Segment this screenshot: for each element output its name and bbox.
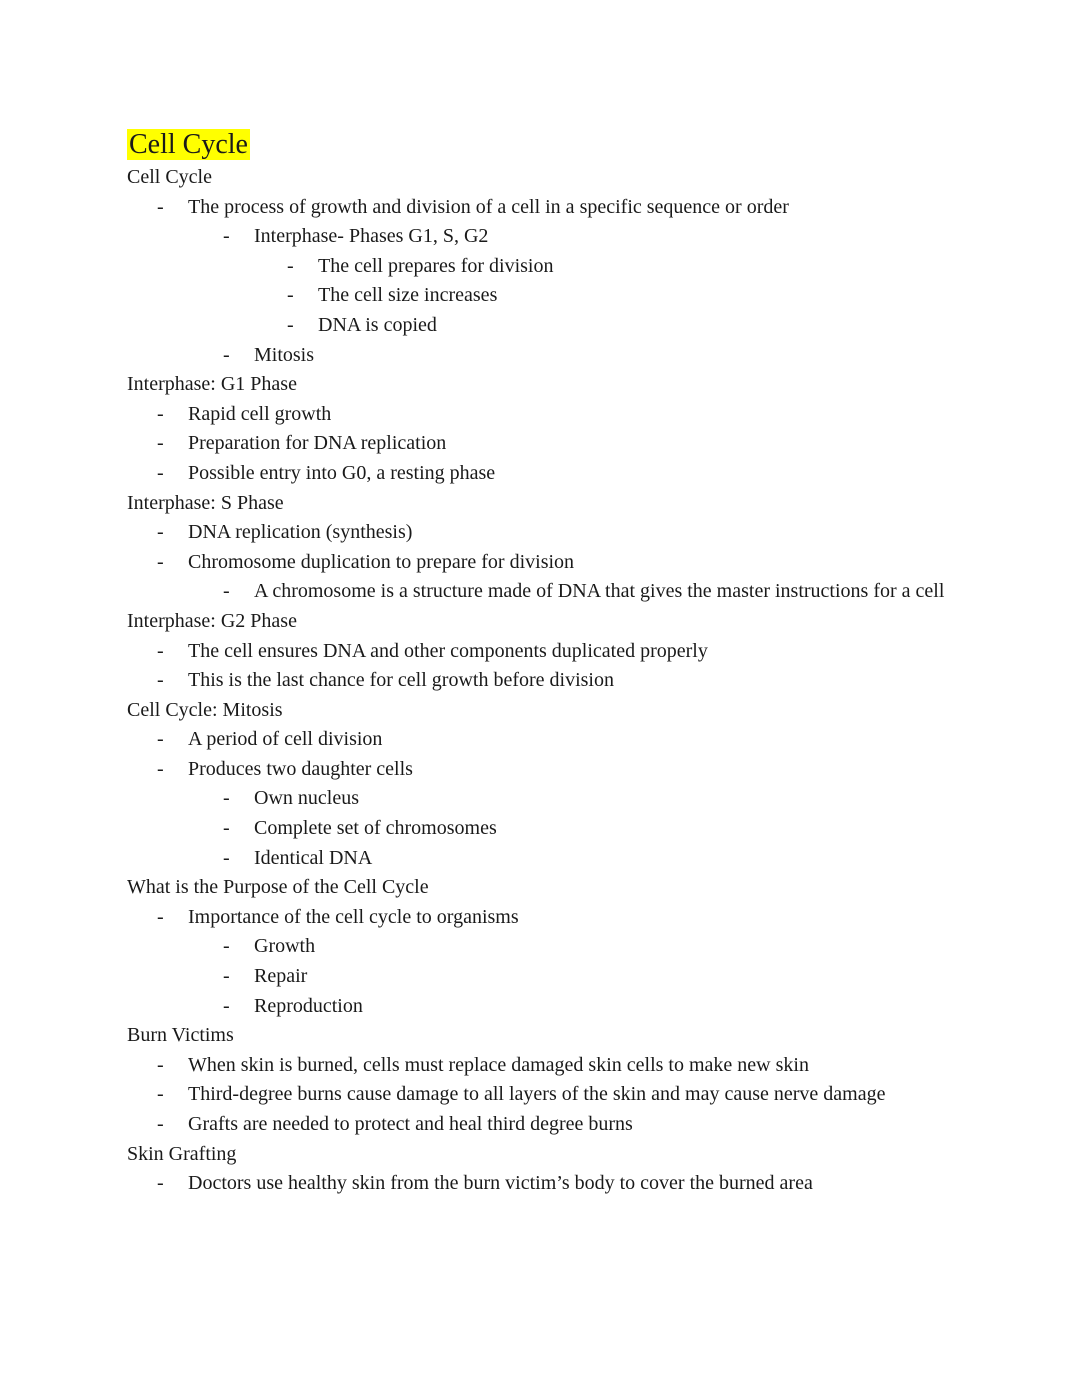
section-heading: Interphase: G2 Phase bbox=[127, 609, 297, 632]
bullet-item-li1 bbox=[127, 193, 953, 223]
bullet-item-text: Importance of the cell cycle to organisms bbox=[188, 905, 519, 928]
section-heading: Interphase: G1 Phase bbox=[127, 373, 297, 396]
bullet-item-li1 bbox=[127, 459, 953, 489]
bullet-item-text: A chromosome is a structure made of DNA that gives the master instructions for a cell bbox=[254, 580, 945, 603]
dash-bullet-icon: - bbox=[287, 284, 294, 307]
bullet-item-text: Possible entry into G0, a resting phase bbox=[188, 461, 496, 484]
bullet-item-li1 bbox=[127, 725, 953, 755]
bullet-item-text: When skin is burned, cells must replace damaged skin cells to make new skin bbox=[188, 1053, 809, 1076]
dash-bullet-icon: - bbox=[157, 757, 164, 780]
dash-bullet-icon: - bbox=[223, 787, 230, 810]
bullet-item-li1 bbox=[127, 518, 953, 548]
section-heading: Skin Grafting bbox=[127, 1142, 237, 1165]
dash-bullet-icon: - bbox=[157, 1053, 164, 1076]
bullet-item-li3 bbox=[127, 311, 953, 341]
bullet-item-text: Rapid cell growth bbox=[188, 402, 332, 425]
doc-title bbox=[127, 127, 953, 163]
dash-bullet-icon: - bbox=[157, 1113, 164, 1135]
bullet-item-text: Mitosis bbox=[254, 343, 315, 366]
bullet-item-li1 bbox=[127, 666, 953, 696]
bullet-item-text: Identical DNA bbox=[254, 846, 373, 869]
section-heading: Interphase: S Phase bbox=[127, 491, 284, 514]
section-heading: Burn Victims bbox=[127, 1024, 234, 1047]
bullet-item-text: The cell prepares for division bbox=[318, 254, 554, 277]
bullet-item-li1 bbox=[127, 903, 953, 933]
dash-bullet-icon: - bbox=[157, 728, 164, 751]
dash-bullet-icon: - bbox=[287, 313, 294, 336]
bullet-item-text: Preparation for DNA replication bbox=[188, 432, 447, 455]
dash-bullet-icon: - bbox=[157, 669, 164, 692]
bullet-item-li2 bbox=[127, 341, 953, 371]
dash-bullet-icon: - bbox=[223, 580, 230, 603]
bullet-item-text: The cell size increases bbox=[318, 284, 498, 307]
dash-bullet-icon: - bbox=[157, 905, 164, 928]
bullet-item-li2 bbox=[127, 577, 953, 607]
bullet-item-text: Doctors use healthy skin from the burn victim’s body to cover the burned area bbox=[188, 1172, 813, 1195]
bullet-item-li2 bbox=[127, 992, 953, 1022]
section-heading: Cell Cycle: Mitosis bbox=[127, 698, 283, 721]
bullet-item-li1 bbox=[127, 429, 953, 459]
dash-bullet-icon: - bbox=[223, 994, 230, 1017]
bullet-item-text: This is the last chance for cell growth before division bbox=[188, 669, 614, 692]
bullet-item-text: Interphase- Phases G1, S, G2 bbox=[254, 225, 489, 248]
bullet-item-li1 bbox=[127, 637, 953, 667]
dash-bullet-icon: - bbox=[287, 254, 294, 277]
bullet-item-li1 bbox=[127, 1110, 953, 1140]
bullet-item-li3 bbox=[127, 252, 953, 282]
dash-bullet-icon: - bbox=[157, 521, 164, 544]
bullet-item-li3 bbox=[127, 281, 953, 311]
bullet-item-text: Grafts are needed to protect and heal third degree burns bbox=[188, 1113, 633, 1135]
bullet-item-li2 bbox=[127, 222, 953, 252]
doc-title-highlight: Cell Cycle bbox=[129, 129, 248, 160]
section-heading: Cell Cycle bbox=[127, 166, 212, 188]
bullet-item-text: Produces two daughter cells bbox=[188, 757, 413, 780]
dash-bullet-icon: - bbox=[223, 817, 230, 840]
dash-bullet-icon: - bbox=[157, 1083, 164, 1106]
bullet-item-text: Chromosome duplication to prepare for division bbox=[188, 550, 575, 573]
bullet-item-text: DNA is copied bbox=[318, 313, 437, 336]
bullet-item-text: Repair bbox=[254, 965, 308, 988]
bullet-item-li2 bbox=[127, 814, 953, 844]
bullet-item-text: Growth bbox=[254, 935, 316, 958]
dash-bullet-icon: - bbox=[157, 639, 164, 662]
bullet-item-li2 bbox=[127, 784, 953, 814]
bullet-item-li2 bbox=[127, 932, 953, 962]
bullet-item-li1 bbox=[127, 548, 953, 578]
bullet-item-text: The cell ensures DNA and other components duplicated properly bbox=[188, 639, 708, 662]
bullet-item-text: Reproduction bbox=[254, 994, 363, 1017]
bullet-item-li1 bbox=[127, 1169, 953, 1199]
dash-bullet-icon: - bbox=[157, 402, 164, 425]
dash-bullet-icon: - bbox=[157, 461, 164, 484]
section-heading: What is the Purpose of the Cell Cycle bbox=[127, 876, 429, 899]
dash-bullet-icon: - bbox=[223, 846, 230, 869]
bullet-item-text: Own nucleus bbox=[254, 787, 359, 810]
bullet-item-text: Third-degree burns cause damage to all layers of the skin and may cause nerve damage bbox=[188, 1083, 886, 1106]
bullet-item-text: DNA replication (synthesis) bbox=[188, 521, 413, 544]
dash-bullet-icon: - bbox=[157, 1172, 164, 1195]
bullet-item-text: Complete set of chromosomes bbox=[254, 817, 497, 840]
dash-bullet-icon: - bbox=[223, 965, 230, 988]
dash-bullet-icon: - bbox=[157, 195, 164, 218]
bullet-item-li2 bbox=[127, 962, 953, 992]
bullet-item-li1 bbox=[127, 1051, 953, 1081]
bullet-item-li1 bbox=[127, 1080, 953, 1110]
bullet-item-li1 bbox=[127, 400, 953, 430]
dash-bullet-icon: - bbox=[157, 550, 164, 573]
dash-bullet-icon: - bbox=[223, 225, 230, 248]
bullet-item-text: A period of cell division bbox=[188, 728, 383, 751]
dash-bullet-icon: - bbox=[223, 343, 230, 366]
dash-bullet-icon: - bbox=[223, 935, 230, 958]
bullet-item-text: The process of growth and division of a cell in a specific sequence or order bbox=[188, 195, 789, 218]
bullet-item-li1 bbox=[127, 755, 953, 785]
dash-bullet-icon: - bbox=[157, 432, 164, 455]
bullet-item-li2 bbox=[127, 844, 953, 874]
